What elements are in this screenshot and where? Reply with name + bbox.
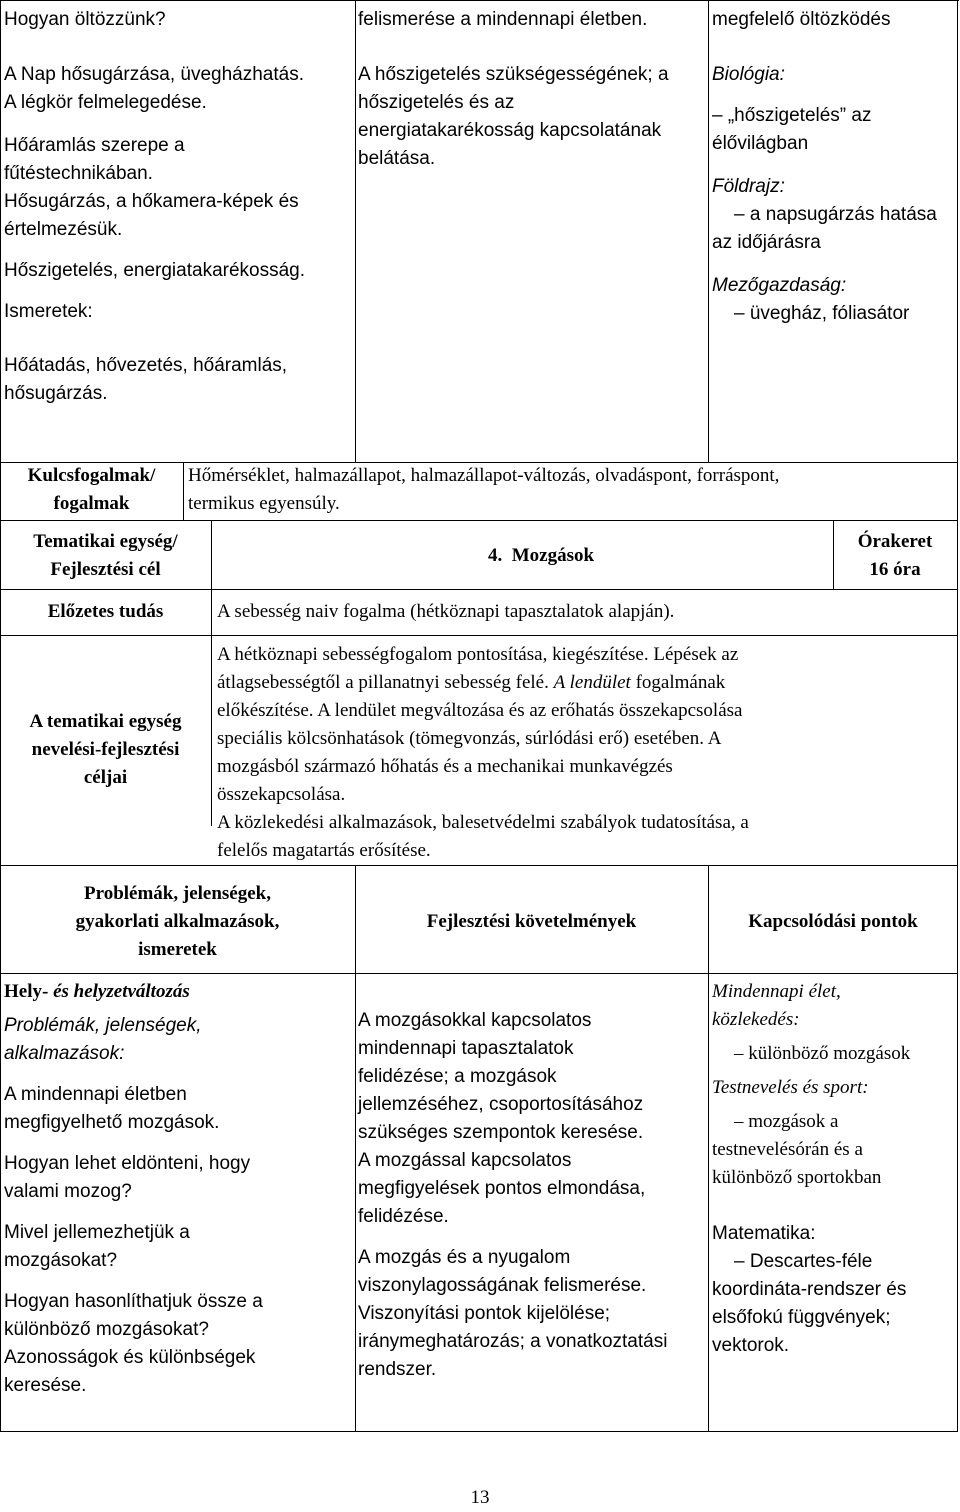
bio-item-cont: élővilágban	[712, 133, 809, 154]
agri-label: Mezőgazdaság:	[712, 275, 847, 296]
geo-label: Földrajz:	[712, 176, 785, 197]
key-concepts-label: Kulcsfogalmak/ fogalmak	[27, 465, 156, 514]
goals-label: A tematikai egység nevelési-fejlesztési céljai	[29, 711, 182, 788]
top-col1	[4, 6, 354, 408]
top-col1-line: Hőáramlás szerepe a	[4, 135, 185, 156]
geo-item-cont: az időjárásra	[712, 232, 821, 253]
hours-label: Órakeret	[857, 531, 933, 552]
top-col3	[712, 6, 956, 328]
top-col1-line: fűtéstechnikában.	[4, 163, 153, 184]
row-divider-2	[0, 520, 958, 521]
row-divider-5	[0, 865, 958, 866]
agri-item: – üvegház, fóliasátor	[712, 300, 956, 328]
top-col-divider-1	[355, 0, 356, 462]
border-top	[0, 0, 959, 1]
top-col1-line: Hősugárzás, a hőkamera-képek és	[4, 191, 299, 212]
geo-item: – a napsugárzás hatása	[712, 201, 956, 229]
top-col1-line: A Nap hősugárzása, üvegházhatás.	[4, 64, 304, 85]
border-bottom	[0, 1431, 958, 1432]
math-item: – Descartes-féle	[712, 1248, 956, 1276]
top-col1-line: A légkör felmelegedése.	[4, 92, 207, 113]
key-concepts-text: Hőmérséklet, halmazállapot, halmazállapot-változás, olvadáspont, forráspont, termikus egyensúly.	[188, 465, 780, 514]
top-col1-line: hősugárzás.	[4, 383, 108, 404]
prior-text: A sebesség naiv fogalma (hétköznapi tapasztalatok alapján).	[217, 601, 675, 622]
top-col2-line: energiatakarékosság kapcsolatának	[358, 120, 662, 141]
top-col1-line: értelmezésük.	[4, 219, 123, 240]
bio-item: – „hőszigetelés” az	[712, 102, 956, 130]
header-connections: Kapcsolódási pontok	[748, 911, 918, 932]
top-col1-line: Ismeretek:	[4, 301, 93, 322]
top-col1-line: Hogyan öltözzünk?	[4, 9, 166, 30]
bottom-col3: Mindennapi élet, közlekedés: – különböző mozgások Testnevelés és sport: – mozgások a testnevelésórán és a különböző sportokban Matematika: – Descartes-féle koordináta-rendszer és elsőfokú függvények; vektorok.	[712, 978, 956, 1360]
top-col2-line: hőszigetelés és az	[358, 92, 515, 113]
pe-item: – mozgások a	[712, 1108, 956, 1136]
top-col2-line: felismerése a mindennapi életben.	[358, 9, 648, 30]
header-requirements: Fejlesztési követelmények	[426, 911, 637, 932]
bottom-col-divider-1	[355, 865, 356, 1432]
top-col1-line: Hőátadás, hővezetés, hőáramlás,	[4, 355, 288, 376]
kc-divider	[183, 462, 184, 521]
life-item: – különböző mozgások	[712, 1040, 956, 1068]
prior-label: Előzetes tudás	[47, 601, 164, 622]
header-problems: Problémák, jelenségek, gyakorlati alkalmazások, ismeretek	[75, 883, 280, 960]
row-divider-3	[0, 589, 958, 590]
hours-box	[833, 528, 957, 584]
top-col1-line: Hőszigetelés, energiatakarékosság.	[4, 260, 306, 281]
top-col2-line: A hőszigetelés szükségességének; a	[358, 64, 669, 85]
bottom-col1: Hely- és helyzetváltozás Problémák, jelenségek, alkalmazások: A mindennapi életben megfigyelhető mozgások. Hogyan lehet eldönteni, hogy valami mozog? Mivel jellemezhetjük a mozgásokat? Hogyan hasonlíthatjuk össze a különböző mozgásokat? Azonosságok és különbségek keresése.	[4, 978, 354, 1400]
border-right	[957, 0, 958, 1432]
row-divider-4	[0, 635, 958, 636]
bottom-col-divider-2	[708, 865, 709, 1432]
top-col2-line: belátása.	[358, 148, 436, 169]
unit-divider-1	[211, 520, 212, 826]
unit-label: Tematikai egység/ Fejlesztési cél	[33, 531, 178, 580]
row-divider-6	[0, 973, 958, 974]
motion-heading: Hely- és helyzetváltozás	[4, 981, 190, 1002]
page-number: 13	[470, 1487, 490, 1508]
hours-value: 16 óra	[869, 559, 921, 580]
top-col3-line: megfelelő öltözködés	[712, 9, 891, 30]
unit-title: 4. Mozgások	[488, 545, 595, 566]
goals-text: A hétköznapi sebességfogalom pontosítása, kiegészítése. Lépések az átlagsebességtől a pillanatnyi sebesség felé. A lendület fogalmának előkészítése. A lendület megváltozása és az erőhatás összekapcsolása speciális kölcsönhatások (tömegvonzás, súrlódási erő) esetében. A mozgásból származó hőhatás és a mechanikai munkavégzés összekapcsolása. A közlekedési alkalmazások, balesetvédelmi szabályok tudatosítása, a felelős magatartás erősítése.	[217, 644, 749, 861]
bottom-col2: A mozgásokkal kapcsolatos mindennapi tapasztalatok felidézése; a mozgások jellemzéséhez, csoportosításához szükséges szempontok keresése. A mozgással kapcsolatos megfigyelések pontos elmondása, felidézése. A mozgás és a nyugalom viszonylagosságának felismerése. Viszonyítási pontok kijelölése; iránymeghatározás; a vonatkoztatási rendszer.	[358, 1010, 668, 1380]
top-col2	[358, 6, 708, 173]
bio-label: Biológia:	[712, 64, 785, 85]
top-col-divider-2	[708, 0, 709, 462]
